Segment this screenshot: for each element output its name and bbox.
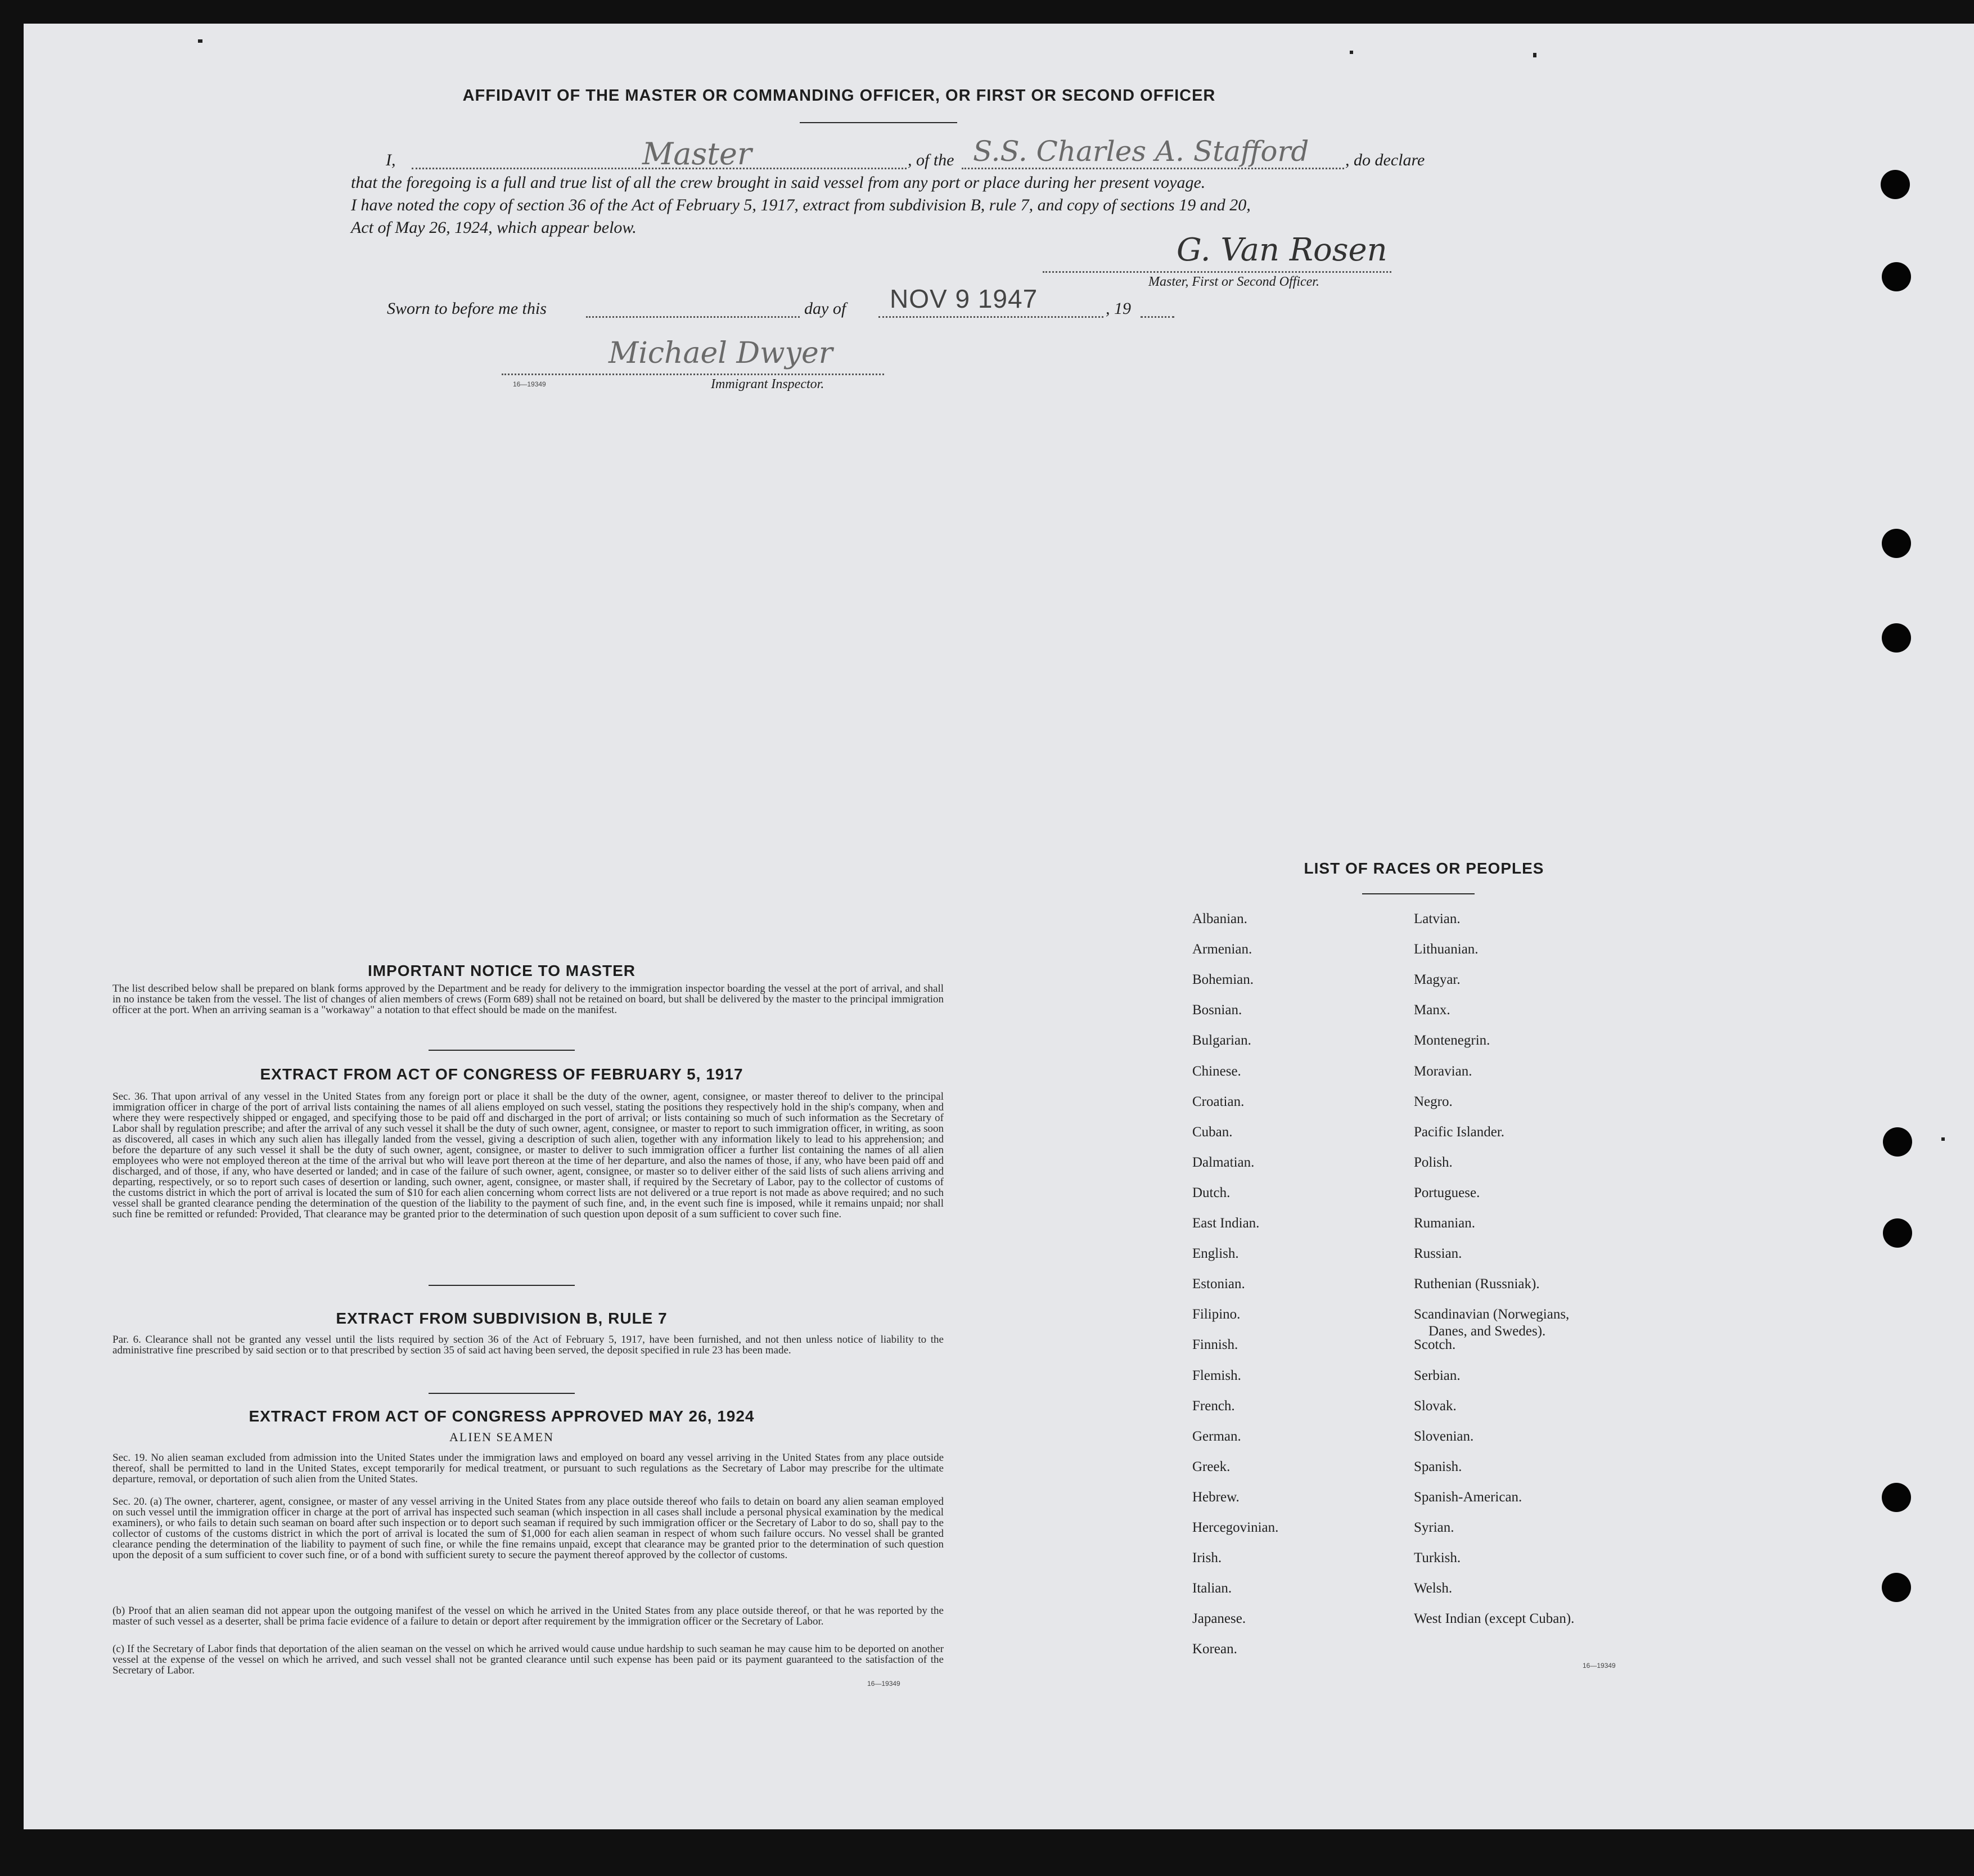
race-item: Bosnian.: [1192, 1002, 1242, 1018]
day-of-text: day of: [804, 299, 846, 318]
signature-line: [1043, 271, 1391, 273]
affidavit-line2: that the foregoing is a full and true list of all the crew brought in said vessel from any port or place during her present voyage.: [351, 173, 1206, 192]
punch-hole: [1883, 1127, 1912, 1157]
race-item: Magyar.: [1414, 972, 1461, 988]
punch-hole: [1881, 170, 1910, 199]
race-item: Greek.: [1192, 1459, 1231, 1474]
races-title: LIST OF RACES OR PEOPLES: [1304, 860, 1544, 877]
sec-19-text: Sec. 19. No alien seaman excluded from admission into the United States under the immigration laws and employed on board any vessel arriving in the United States from any place outside thereof, shall be permitted to land in the United States, except temporarily for medical treatment, or pursuant to such regulations as the Secretary of Labor may prescribe for the ultimate departure, removal, or deportation of such alien from the United States.: [112, 1452, 944, 1485]
race-item: Spanish-American.: [1414, 1489, 1522, 1505]
extract-1917-title: EXTRACT FROM ACT OF CONGRESS OF FEBRUARY 5, 1917: [260, 1065, 743, 1083]
sec-20c-text: (c) If the Secretary of Labor finds that deportation of the alien seaman on the vessel on which he arrived would cause undue hardship to such seaman he may cause him to be deported on another vessel at the expense of the vessel on which he arrived, and such vessel shall not be granted clearance until such expense has been paid or its payment guaranteed to the satisfaction of the Secretary of Labor.: [112, 1643, 944, 1676]
date-line: [878, 316, 1103, 318]
race-item: Rumanian.: [1414, 1216, 1476, 1231]
race-item: Polish.: [1414, 1154, 1453, 1170]
race-item: Finnish.: [1192, 1337, 1238, 1353]
punch-hole: [1882, 529, 1911, 558]
race-item: Japanese.: [1192, 1611, 1246, 1627]
notice-title: IMPORTANT NOTICE TO MASTER: [367, 962, 636, 979]
form-number-top: 16—19349: [513, 380, 546, 388]
race-item: Italian.: [1192, 1581, 1232, 1596]
extract-1917-divider: [429, 1285, 575, 1286]
race-item: German.: [1192, 1428, 1241, 1444]
race-item: East Indian.: [1192, 1216, 1260, 1231]
year-prefix: , 19: [1106, 299, 1131, 318]
year-line: [1141, 316, 1174, 318]
race-item: Hebrew.: [1192, 1489, 1240, 1505]
race-item: Turkish.: [1414, 1550, 1461, 1566]
race-item: Montenegrin.: [1414, 1033, 1490, 1049]
form-number-races: 16—19349: [1583, 1662, 1616, 1670]
race-item: Cuban.: [1192, 1124, 1233, 1140]
notice-text: The list described below shall be prepared on blank forms approved by the Department and be ready for delivery to the immigration inspector boarding the vessel at the port of arrival, and shall in no instance be taken from the vessel. The list of changes of alien members of crews (Form 689) shall not be retained on board, but shall be delivered by the master to the principal immigration officer at the port. When an arriving seaman is a "workaway" a notation to that effect should be made on the manifest.: [112, 983, 944, 1016]
extract-1917-text: Sec. 36. That upon arrival of any vessel in the United States from any foreign port or place it shall be the duty of the owner, agent, consignee, or master thereof to deliver to the principal immigration officer in charge of the port of arrival lists containing the names of all aliens employed on such vessel, stating the positions they respectively hold in the ship's company, when and where they were respectively shipped or engaged, and specifying those to be paid off and discharged in the port of arrival; or lists containing so much of such information as the Secretary of Labor shall by regulation prescribe; and after the arrival of any such vessel it shall be the duty of such owner, agent, consignee, or master to report to such immigration officer, in writing, as soon as discovered, all cases in which any such alien has illegally landed from the vessel, giving a description of such alien, together with any information likely to lead to his apprehension; and before the departure of any such vessel it shall be the duty of such owner, agent, consignee, or master to deliver to such immigration officer a further list containing the names of all alien employees who were not employed thereon at the time of the arrival but who will leave port thereon at the time of her departure, and also the names of those, if any, who have been paid off and discharged, and of those, if any, who have deserted or landed; and in case of the failure of such owner, agent, consignee, or master so to deliver either of the said lists of such aliens arriving and departing, respectively, or so to report such cases of desertion or landing, such owner, agent, consignee, or master shall, if required by the Secretary of Labor, pay to the collector of customs of the customs district in which the port of arrival is located the sum of $10 for each alien concerning whom correct lists are not delivered or a true report is not made as above required; and no such vessel shall be granted clearance pending the determination of the question of the liability to the payment of such fine, and, in the event such fine is imposed, while it remains unpaid; nor shall such fine be remitted or refunded: Provided, That clearance may be granted prior to the determination of such question upon deposit of a sum sufficient to cover such fine.: [112, 1091, 944, 1220]
race-item: French.: [1192, 1398, 1235, 1414]
punch-hole: [1882, 262, 1911, 291]
of-the-text: , of the: [908, 151, 954, 169]
affidavit-line4: Act of May 26, 1924, which appear below.: [351, 218, 637, 237]
vessel-line: [962, 168, 1344, 169]
race-item: West Indian (except Cuban).: [1414, 1611, 1575, 1627]
race-item: Estonian.: [1192, 1276, 1245, 1292]
sworn-text: Sworn to before me this: [387, 299, 547, 318]
subdivision-b-divider: [429, 1393, 575, 1394]
race-item: Croatian.: [1192, 1094, 1245, 1109]
do-declare-text: , do declare: [1345, 151, 1425, 169]
inspector-label: Immigrant Inspector.: [711, 377, 824, 392]
race-item: Bohemian.: [1192, 972, 1254, 988]
form-number-bottom-left: 16—19349: [867, 1680, 900, 1688]
race-item: Filipino.: [1192, 1307, 1241, 1322]
race-item: Moravian.: [1414, 1063, 1472, 1079]
race-item: Latvian.: [1414, 911, 1461, 926]
name-handwritten: Master: [642, 136, 752, 172]
race-item: Chinese.: [1192, 1063, 1241, 1079]
sec-20a-text: Sec. 20. (a) The owner, charterer, agent, consignee, or master of any vessel arriving in the United States from any place outside thereof who fails to detain on board any alien seaman employed on such vessel until the immigration officer in charge at the port of arrival has inspected such seaman (which inspection in all cases shall include a personal physical examination by the medical examiners), or who fails to detain such seaman on board after such inspection or to deport such seaman if required by such immigration officer or the Secretary of Labor to do so, shall pay to the collector of customs of the customs district in which the port of arrival is located the sum of $1,000 for each alien seaman in respect of whom such failure occurs. No vessel shall be granted clearance pending the determination of the liability to payment of such fine, or while the fine remains unpaid, except that clearance may be granted prior to the determination of such question upon the deposit of a sum sufficient to cover such fine, or of a bond with sufficient surety to secure the payment thereof approved by the collector of customs.: [112, 1496, 944, 1561]
affidavit-line3: I have noted the copy of section 36 of the Act of February 5, 1917, extract from subdivision B, rule 7, and copy of sections 19 and 20,: [351, 196, 1251, 214]
race-item: Slovak.: [1414, 1398, 1457, 1414]
notice-divider: [429, 1050, 575, 1051]
affidavit-title: AFFIDAVIT OF THE MASTER OR COMMANDING OFFICER, OR FIRST OR SECOND OFFICER: [462, 87, 1216, 105]
punch-hole: [1882, 1483, 1911, 1512]
speck: [198, 39, 202, 43]
races-divider: [1362, 893, 1475, 894]
race-item: Slovenian.: [1414, 1428, 1474, 1444]
race-item: Serbian.: [1414, 1367, 1461, 1383]
race-item: Scotch.: [1414, 1337, 1456, 1353]
race-item: Irish.: [1192, 1550, 1222, 1566]
document-page: [24, 24, 1974, 1829]
punch-hole: [1882, 623, 1911, 653]
race-item: Albanian.: [1192, 911, 1247, 926]
race-item: Ruthenian (Russniak).: [1414, 1276, 1540, 1292]
speck: [1941, 1137, 1945, 1141]
race-item: Spanish.: [1414, 1459, 1462, 1474]
affidavit-i: I,: [386, 151, 396, 169]
race-item: Dutch.: [1192, 1185, 1231, 1200]
race-item: Manx.: [1414, 1002, 1450, 1018]
sec-20b-text: (b) Proof that an alien seaman did not appear upon the outgoing manifest of the vessel on which he arrived in the United States from any place outside thereof, or that he was reported by the master of such vessel as a deserter, shall be prima facie evidence of a failure to detain or deport after requirement by the immigration officer or the Secretary of Labor.: [112, 1605, 944, 1627]
inspector-line: [502, 374, 884, 375]
punch-hole: [1883, 1218, 1912, 1248]
subdivision-b-title: EXTRACT FROM SUBDIVISION B, RULE 7: [336, 1310, 668, 1327]
race-item: Danes, and Swedes).: [1428, 1324, 1546, 1339]
race-item: Flemish.: [1192, 1367, 1241, 1383]
title-divider: [800, 122, 957, 123]
punch-hole: [1882, 1573, 1911, 1602]
inspector-signature: Michael Dwyer: [609, 336, 833, 370]
vessel-handwritten: S.S. Charles A. Stafford: [973, 135, 1309, 168]
race-item: Armenian.: [1192, 942, 1252, 957]
race-item: Pacific Islander.: [1414, 1124, 1505, 1140]
race-item: Russian.: [1414, 1246, 1462, 1262]
race-item: Korean.: [1192, 1641, 1237, 1657]
race-item: Hercegovinian.: [1192, 1520, 1279, 1535]
race-item: Syrian.: [1414, 1520, 1454, 1535]
signature-label: Master, First or Second Officer.: [1148, 275, 1319, 289]
speck: [1533, 53, 1536, 57]
date-stamp: NOV 9 1947: [890, 284, 1038, 313]
extract-1924-title: EXTRACT FROM ACT OF CONGRESS APPROVED MAY 26, 1924: [249, 1407, 755, 1425]
sworn-day-line: [586, 316, 800, 318]
race-item: English.: [1192, 1246, 1239, 1262]
race-item: Bulgarian.: [1192, 1033, 1251, 1049]
alien-seamen-subtitle: ALIEN SEAMEN: [449, 1430, 554, 1444]
speck: [1350, 51, 1353, 54]
race-item: Scandinavian (Norwegians,: [1414, 1307, 1570, 1322]
race-item: Lithuanian.: [1414, 942, 1479, 957]
race-item: Negro.: [1414, 1094, 1453, 1109]
race-item: Welsh.: [1414, 1581, 1453, 1596]
subdivision-b-text: Par. 6. Clearance shall not be granted any vessel until the lists required by section 36 of the Act of February 5, 1917, have been furnished, and not then unless notice of liability to the administrative fine prescribed by said section or to that prescribed by section 35 of said act having been served, the deposit specified in rule 23 has been made.: [112, 1334, 944, 1356]
master-signature: G. Van Rosen: [1177, 232, 1387, 268]
race-item: Portuguese.: [1414, 1185, 1480, 1200]
race-item: Dalmatian.: [1192, 1154, 1255, 1170]
